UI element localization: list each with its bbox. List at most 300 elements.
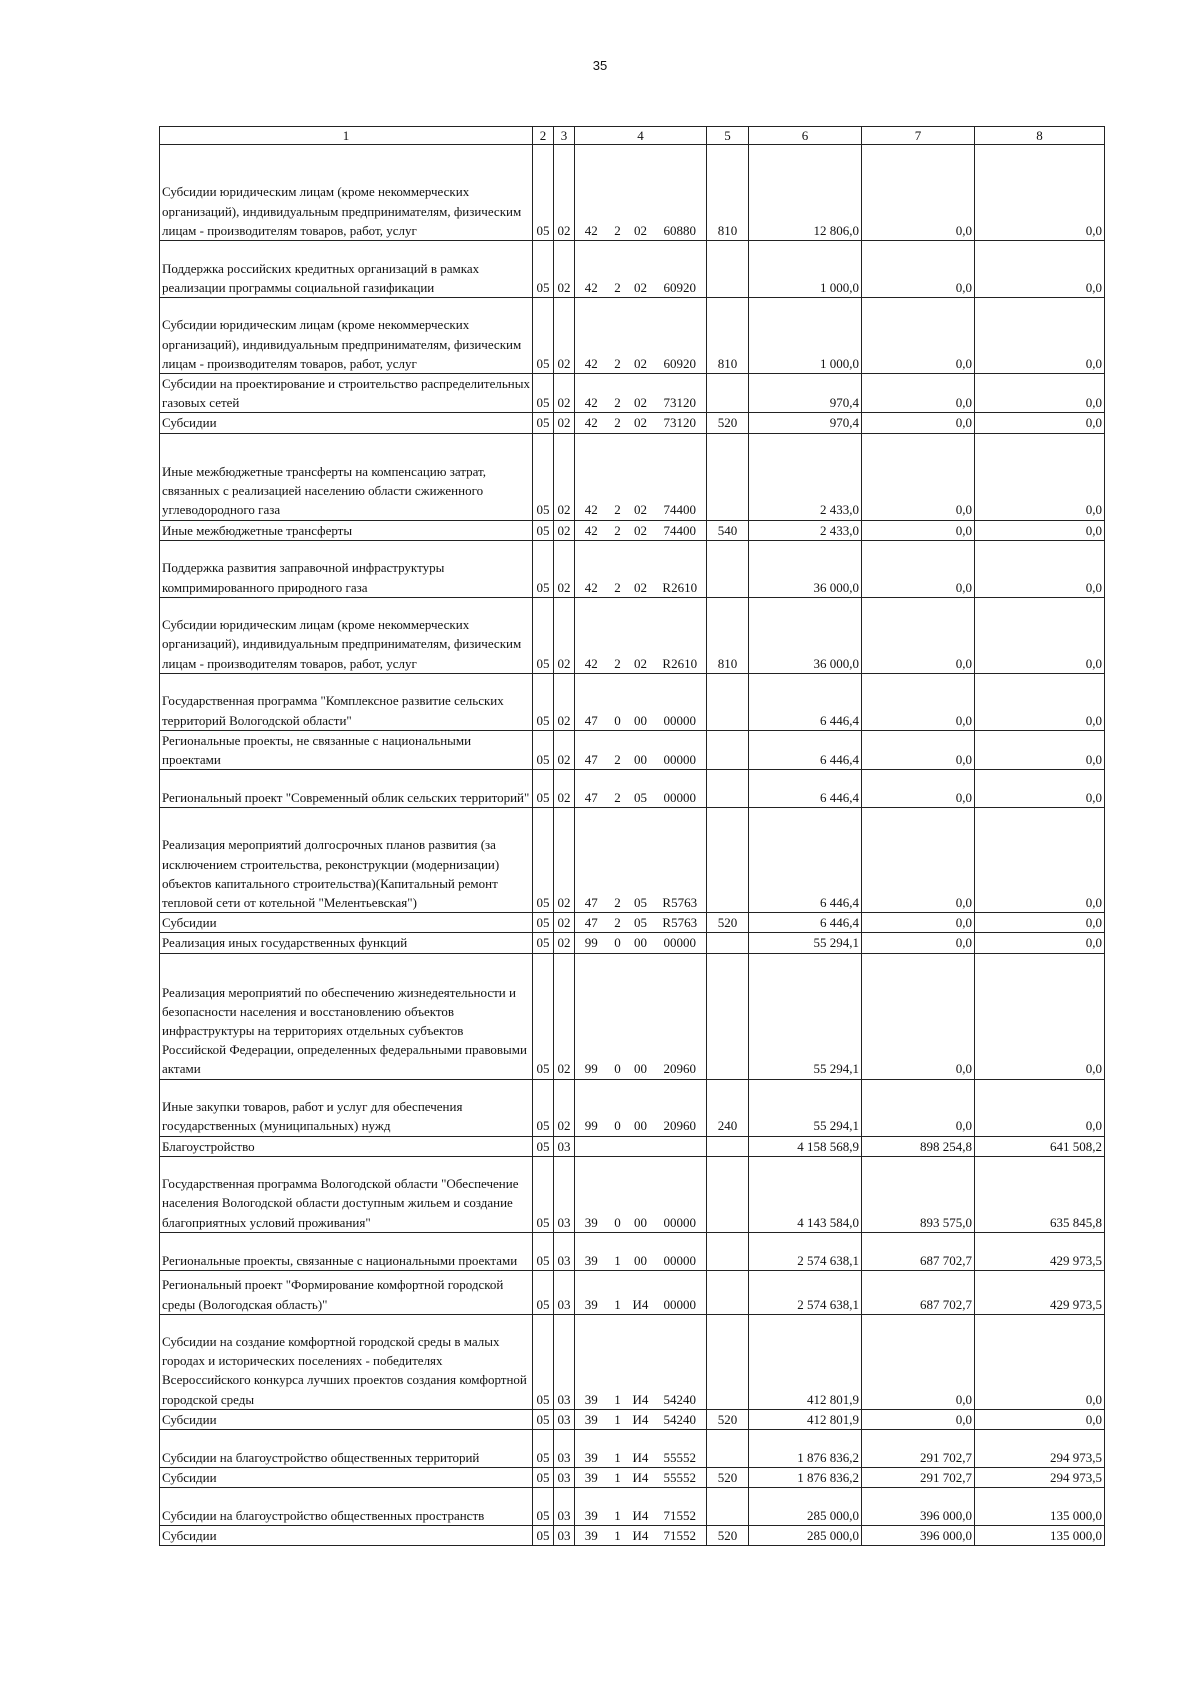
- row-direction-code: 00000: [654, 673, 707, 730]
- row-value-7: 898 254,8: [862, 1136, 975, 1156]
- budget-table: [159, 126, 1105, 1546]
- row-expense-type: [707, 1314, 749, 1409]
- row-name: Региональные проекты, не связанные с национальными проектами: [160, 730, 533, 769]
- row-name: Субсидии: [160, 1526, 533, 1546]
- row-subprogram-code: 1: [608, 1526, 628, 1546]
- row-value-7: 0,0: [862, 1079, 975, 1136]
- row-event-code: 02: [628, 433, 654, 520]
- table-row: [160, 730, 1105, 769]
- table-row: [160, 933, 1105, 953]
- row-direction-code: R2610: [654, 597, 707, 673]
- table-row: [160, 298, 1105, 374]
- row-subprogram-code: [608, 1136, 628, 1156]
- row-razdel: 05: [533, 1430, 554, 1468]
- row-value-7: 0,0: [862, 413, 975, 433]
- row-value-6: 1 000,0: [749, 298, 862, 374]
- row-value-8: 0,0: [975, 298, 1105, 374]
- row-podrazdel: 02: [554, 770, 575, 808]
- row-expense-type: [707, 433, 749, 520]
- row-value-6: 6 446,4: [749, 673, 862, 730]
- row-direction-code: 00000: [654, 770, 707, 808]
- header-col-7: 7: [862, 127, 975, 145]
- row-value-6: 6 446,4: [749, 913, 862, 933]
- row-value-6: 2 433,0: [749, 433, 862, 520]
- row-name: Субсидии на создание комфортной городской среды в малых городах и исторических поселениях - победителях Всероссийского конкурса лучших проектов создания комфортной городской среды: [160, 1314, 533, 1409]
- row-value-7: 0,0: [862, 953, 975, 1079]
- row-name: Субсидии на благоустройство общественных пространств: [160, 1488, 533, 1526]
- row-podrazdel: 03: [554, 1468, 575, 1488]
- row-direction-code: R2610: [654, 540, 707, 597]
- row-direction-code: 55552: [654, 1430, 707, 1468]
- row-event-code: 00: [628, 933, 654, 953]
- table-row: [160, 1156, 1105, 1232]
- page-number: 35: [592, 58, 608, 73]
- row-expense-type: [707, 1156, 749, 1232]
- row-direction-code: R5763: [654, 808, 707, 913]
- header-col-1: 1: [160, 127, 533, 145]
- row-subprogram-code: 1: [608, 1409, 628, 1429]
- row-event-code: 02: [628, 145, 654, 241]
- row-event-code: 05: [628, 770, 654, 808]
- row-program-code: 47: [575, 770, 608, 808]
- row-program-code: 42: [575, 298, 608, 374]
- row-name: Субсидии на благоустройство общественных территорий: [160, 1430, 533, 1468]
- row-name: Региональные проекты, связанные с национальными проектами: [160, 1232, 533, 1270]
- row-razdel: 05: [533, 673, 554, 730]
- row-value-7: 0,0: [862, 597, 975, 673]
- row-value-8: 294 973,5: [975, 1468, 1105, 1488]
- row-direction-code: 60920: [654, 241, 707, 298]
- row-subprogram-code: 2: [608, 298, 628, 374]
- row-value-7: 291 702,7: [862, 1468, 975, 1488]
- row-event-code: И4: [628, 1314, 654, 1409]
- row-name: Субсидии: [160, 1468, 533, 1488]
- row-program-code: 42: [575, 145, 608, 241]
- row-podrazdel: 03: [554, 1314, 575, 1409]
- row-value-6: 412 801,9: [749, 1314, 862, 1409]
- row-name: Иные межбюджетные трансферты на компенсацию затрат, связанных с реализацией населению области сжиженного углеводородного газа: [160, 433, 533, 520]
- table-row: [160, 673, 1105, 730]
- row-expense-type: [707, 770, 749, 808]
- table-row: [160, 1314, 1105, 1409]
- row-value-7: 0,0: [862, 433, 975, 520]
- row-program-code: 42: [575, 413, 608, 433]
- table-row: [160, 1079, 1105, 1136]
- row-name: Благоустройство: [160, 1136, 533, 1156]
- row-event-code: И4: [628, 1409, 654, 1429]
- row-razdel: 05: [533, 1409, 554, 1429]
- row-subprogram-code: 2: [608, 730, 628, 769]
- row-direction-code: 00000: [654, 730, 707, 769]
- row-subprogram-code: 1: [608, 1232, 628, 1270]
- row-program-code: 42: [575, 520, 608, 540]
- table-row: [160, 1488, 1105, 1526]
- row-program-code: 42: [575, 597, 608, 673]
- row-subprogram-code: 1: [608, 1314, 628, 1409]
- row-event-code: 02: [628, 413, 654, 433]
- row-value-6: 1 876 836,2: [749, 1430, 862, 1468]
- row-program-code: 39: [575, 1468, 608, 1488]
- row-expense-type: 520: [707, 1409, 749, 1429]
- row-value-8: 135 000,0: [975, 1488, 1105, 1526]
- row-razdel: 05: [533, 241, 554, 298]
- row-razdel: 05: [533, 1079, 554, 1136]
- row-value-8: 0,0: [975, 145, 1105, 241]
- row-value-6: 285 000,0: [749, 1526, 862, 1546]
- row-value-7: 0,0: [862, 1409, 975, 1429]
- row-podrazdel: 03: [554, 1156, 575, 1232]
- row-podrazdel: 02: [554, 953, 575, 1079]
- row-expense-type: 520: [707, 1526, 749, 1546]
- row-value-7: 0,0: [862, 520, 975, 540]
- row-subprogram-code: 1: [608, 1270, 628, 1314]
- row-subprogram-code: 2: [608, 808, 628, 913]
- table-row: [160, 597, 1105, 673]
- row-expense-type: [707, 933, 749, 953]
- row-podrazdel: 02: [554, 433, 575, 520]
- row-value-8: 0,0: [975, 1314, 1105, 1409]
- row-value-7: 687 702,7: [862, 1270, 975, 1314]
- row-value-8: 429 973,5: [975, 1232, 1105, 1270]
- table-row: [160, 808, 1105, 913]
- row-value-7: 396 000,0: [862, 1526, 975, 1546]
- row-subprogram-code: 0: [608, 1079, 628, 1136]
- row-event-code: И4: [628, 1468, 654, 1488]
- row-podrazdel: 03: [554, 1430, 575, 1468]
- header-col-4: 4: [575, 127, 707, 145]
- row-name: Поддержка российских кредитных организаций в рамках реализации программы социальной газификации: [160, 241, 533, 298]
- row-direction-code: 00000: [654, 933, 707, 953]
- row-razdel: 05: [533, 1232, 554, 1270]
- row-direction-code: 20960: [654, 1079, 707, 1136]
- row-name: Реализация мероприятий по обеспечению жизнедеятельности и безопасности населения и восстановлению объектов инфраструктуры на территориях отдельных субъектов Российской Федерации, определенных федеральными правовыми актами: [160, 953, 533, 1079]
- row-name: Иные закупки товаров, работ и услуг для обеспечения государственных (муниципальных) нужд: [160, 1079, 533, 1136]
- row-podrazdel: 02: [554, 241, 575, 298]
- row-value-7: 0,0: [862, 808, 975, 913]
- row-subprogram-code: 2: [608, 433, 628, 520]
- header-col-5: 5: [707, 127, 749, 145]
- row-razdel: 05: [533, 913, 554, 933]
- row-event-code: 02: [628, 241, 654, 298]
- row-expense-type: [707, 374, 749, 413]
- row-subprogram-code: 2: [608, 145, 628, 241]
- row-razdel: 05: [533, 145, 554, 241]
- row-program-code: 99: [575, 1079, 608, 1136]
- row-event-code: 00: [628, 1156, 654, 1232]
- row-value-6: 1 876 836,2: [749, 1468, 862, 1488]
- row-razdel: 05: [533, 298, 554, 374]
- row-subprogram-code: 0: [608, 673, 628, 730]
- row-program-code: 42: [575, 540, 608, 597]
- row-value-6: 6 446,4: [749, 730, 862, 769]
- row-event-code: 02: [628, 374, 654, 413]
- row-podrazdel: 02: [554, 298, 575, 374]
- row-value-7: 0,0: [862, 933, 975, 953]
- row-razdel: 05: [533, 808, 554, 913]
- row-subprogram-code: 2: [608, 374, 628, 413]
- row-razdel: 05: [533, 433, 554, 520]
- row-value-6: 970,4: [749, 413, 862, 433]
- row-razdel: 05: [533, 1136, 554, 1156]
- row-value-7: 0,0: [862, 374, 975, 413]
- row-value-7: 396 000,0: [862, 1488, 975, 1526]
- row-subprogram-code: 2: [608, 540, 628, 597]
- row-expense-type: [707, 540, 749, 597]
- row-podrazdel: 03: [554, 1136, 575, 1156]
- row-program-code: 47: [575, 730, 608, 769]
- row-value-8: 0,0: [975, 520, 1105, 540]
- row-razdel: 05: [533, 1526, 554, 1546]
- row-program-code: 39: [575, 1409, 608, 1429]
- row-direction-code: 73120: [654, 374, 707, 413]
- row-value-7: 0,0: [862, 730, 975, 769]
- row-event-code: И4: [628, 1488, 654, 1526]
- table-row: [160, 1136, 1105, 1156]
- row-value-8: 0,0: [975, 953, 1105, 1079]
- row-name: Государственная программа "Комплексное развитие сельских территорий Вологодской области": [160, 673, 533, 730]
- row-value-8: 0,0: [975, 1079, 1105, 1136]
- row-value-8: 0,0: [975, 770, 1105, 808]
- row-value-8: 0,0: [975, 933, 1105, 953]
- row-expense-type: [707, 730, 749, 769]
- row-program-code: 39: [575, 1156, 608, 1232]
- row-subprogram-code: 0: [608, 953, 628, 1079]
- row-event-code: 05: [628, 808, 654, 913]
- row-razdel: 05: [533, 953, 554, 1079]
- row-program-code: 42: [575, 433, 608, 520]
- row-event-code: [628, 1136, 654, 1156]
- row-value-7: 0,0: [862, 540, 975, 597]
- row-razdel: 05: [533, 1156, 554, 1232]
- row-podrazdel: 02: [554, 808, 575, 913]
- row-subprogram-code: 0: [608, 933, 628, 953]
- row-value-7: 0,0: [862, 241, 975, 298]
- row-program-code: 39: [575, 1270, 608, 1314]
- row-value-6: 2 574 638,1: [749, 1232, 862, 1270]
- row-event-code: 05: [628, 913, 654, 933]
- row-subprogram-code: 2: [608, 241, 628, 298]
- row-expense-type: 520: [707, 913, 749, 933]
- row-direction-code: 71552: [654, 1526, 707, 1546]
- row-expense-type: [707, 241, 749, 298]
- row-direction-code: [654, 1136, 707, 1156]
- row-name: Реализация иных государственных функций: [160, 933, 533, 953]
- row-value-6: 412 801,9: [749, 1409, 862, 1429]
- row-value-6: 970,4: [749, 374, 862, 413]
- row-event-code: 00: [628, 730, 654, 769]
- row-event-code: 00: [628, 953, 654, 1079]
- row-podrazdel: 02: [554, 145, 575, 241]
- row-value-8: 641 508,2: [975, 1136, 1105, 1156]
- header-col-2: 2: [533, 127, 554, 145]
- row-value-6: 6 446,4: [749, 808, 862, 913]
- row-podrazdel: 03: [554, 1488, 575, 1526]
- row-subprogram-code: 1: [608, 1468, 628, 1488]
- row-podrazdel: 03: [554, 1526, 575, 1546]
- row-value-7: 687 702,7: [862, 1232, 975, 1270]
- header-col-3: 3: [554, 127, 575, 145]
- row-program-code: 99: [575, 953, 608, 1079]
- row-event-code: И4: [628, 1270, 654, 1314]
- row-value-6: 12 806,0: [749, 145, 862, 241]
- row-subprogram-code: 1: [608, 1488, 628, 1526]
- row-subprogram-code: 2: [608, 413, 628, 433]
- row-podrazdel: 02: [554, 933, 575, 953]
- row-program-code: 47: [575, 913, 608, 933]
- row-podrazdel: 02: [554, 597, 575, 673]
- row-razdel: 05: [533, 1314, 554, 1409]
- row-expense-type: [707, 808, 749, 913]
- row-direction-code: 00000: [654, 1156, 707, 1232]
- row-expense-type: 540: [707, 520, 749, 540]
- row-name: Реализация мероприятий долгосрочных планов развития (за исключением строительства, реконструкции (модернизации) объектов капитального строительства)(Капитальный ремонт тепловой сети от котельной "Мелентьевская"): [160, 808, 533, 913]
- row-value-8: 0,0: [975, 808, 1105, 913]
- table-row: [160, 145, 1105, 241]
- row-value-8: 0,0: [975, 374, 1105, 413]
- row-subprogram-code: 2: [608, 913, 628, 933]
- row-name: Региональный проект "Современный облик сельских территорий": [160, 770, 533, 808]
- row-direction-code: 73120: [654, 413, 707, 433]
- row-direction-code: 00000: [654, 1270, 707, 1314]
- row-razdel: 05: [533, 374, 554, 413]
- table-row: [160, 913, 1105, 933]
- row-podrazdel: 02: [554, 730, 575, 769]
- row-value-7: 0,0: [862, 298, 975, 374]
- row-program-code: 39: [575, 1314, 608, 1409]
- row-direction-code: 60880: [654, 145, 707, 241]
- row-event-code: 02: [628, 298, 654, 374]
- row-value-8: 0,0: [975, 413, 1105, 433]
- row-value-8: 0,0: [975, 913, 1105, 933]
- table-row: [160, 1270, 1105, 1314]
- row-name: Субсидии: [160, 413, 533, 433]
- row-program-code: 39: [575, 1488, 608, 1526]
- row-value-7: 0,0: [862, 1314, 975, 1409]
- row-value-6: 6 446,4: [749, 770, 862, 808]
- row-direction-code: 54240: [654, 1409, 707, 1429]
- table-row: [160, 1526, 1105, 1546]
- table-row: [160, 520, 1105, 540]
- row-event-code: 02: [628, 520, 654, 540]
- row-expense-type: [707, 1136, 749, 1156]
- row-expense-type: [707, 673, 749, 730]
- row-direction-code: 20960: [654, 953, 707, 1079]
- row-direction-code: 60920: [654, 298, 707, 374]
- row-event-code: И4: [628, 1430, 654, 1468]
- table-row: [160, 1409, 1105, 1429]
- row-expense-type: 810: [707, 298, 749, 374]
- row-value-8: 0,0: [975, 597, 1105, 673]
- row-subprogram-code: 2: [608, 597, 628, 673]
- row-value-8: 0,0: [975, 433, 1105, 520]
- row-value-6: 4 158 568,9: [749, 1136, 862, 1156]
- row-value-7: 0,0: [862, 770, 975, 808]
- row-value-7: 0,0: [862, 913, 975, 933]
- row-value-8: 0,0: [975, 241, 1105, 298]
- row-value-8: 0,0: [975, 1409, 1105, 1429]
- row-name: Субсидии юридическим лицам (кроме некоммерческих организаций), индивидуальным предпринимателям, физическим лицам - производителям товаров, работ, услуг: [160, 145, 533, 241]
- row-podrazdel: 02: [554, 673, 575, 730]
- row-event-code: 02: [628, 540, 654, 597]
- row-direction-code: 54240: [654, 1314, 707, 1409]
- row-value-6: 2 574 638,1: [749, 1270, 862, 1314]
- row-podrazdel: 02: [554, 540, 575, 597]
- row-value-6: 55 294,1: [749, 933, 862, 953]
- row-program-code: 39: [575, 1232, 608, 1270]
- row-expense-type: [707, 1430, 749, 1468]
- row-razdel: 05: [533, 597, 554, 673]
- table-row: [160, 1232, 1105, 1270]
- row-expense-type: [707, 1232, 749, 1270]
- row-value-6: 2 433,0: [749, 520, 862, 540]
- row-podrazdel: 02: [554, 1079, 575, 1136]
- row-subprogram-code: 0: [608, 1156, 628, 1232]
- row-name: Субсидии: [160, 1409, 533, 1429]
- row-razdel: 05: [533, 933, 554, 953]
- row-event-code: 00: [628, 1232, 654, 1270]
- row-expense-type: [707, 1270, 749, 1314]
- row-event-code: 00: [628, 1079, 654, 1136]
- row-razdel: 05: [533, 730, 554, 769]
- row-podrazdel: 03: [554, 1232, 575, 1270]
- row-program-code: 99: [575, 933, 608, 953]
- table-row: [160, 374, 1105, 413]
- row-name: Государственная программа Вологодской области "Обеспечение населения Вологодской области доступным жильем и создание благоприятных условий проживания": [160, 1156, 533, 1232]
- row-value-8: 429 973,5: [975, 1270, 1105, 1314]
- row-name: Региональный проект "Формирование комфортной городской среды (Вологодская область)": [160, 1270, 533, 1314]
- row-expense-type: [707, 1488, 749, 1526]
- row-direction-code: 55552: [654, 1468, 707, 1488]
- row-name: Поддержка развития заправочной инфраструктуры компримированного природного газа: [160, 540, 533, 597]
- row-podrazdel: 02: [554, 913, 575, 933]
- row-value-8: 0,0: [975, 730, 1105, 769]
- row-value-6: 36 000,0: [749, 540, 862, 597]
- row-razdel: 05: [533, 770, 554, 808]
- table-row: [160, 433, 1105, 520]
- row-podrazdel: 02: [554, 520, 575, 540]
- row-value-7: 291 702,7: [862, 1430, 975, 1468]
- row-name: Субсидии на проектирование и строительство распределительных газовых сетей: [160, 374, 533, 413]
- header-col-8: 8: [975, 127, 1105, 145]
- table-row: [160, 1430, 1105, 1468]
- row-value-8: 294 973,5: [975, 1430, 1105, 1468]
- row-value-8: 0,0: [975, 540, 1105, 597]
- row-event-code: 02: [628, 597, 654, 673]
- row-name: Субсидии юридическим лицам (кроме некоммерческих организаций), индивидуальным предпринимателям, физическим лицам - производителям товаров, работ, услуг: [160, 298, 533, 374]
- row-razdel: 05: [533, 1270, 554, 1314]
- row-program-code: 39: [575, 1430, 608, 1468]
- row-expense-type: 240: [707, 1079, 749, 1136]
- row-value-8: 0,0: [975, 673, 1105, 730]
- row-value-6: 55 294,1: [749, 1079, 862, 1136]
- row-expense-type: 520: [707, 1468, 749, 1488]
- table-row: [160, 413, 1105, 433]
- row-podrazdel: 03: [554, 1270, 575, 1314]
- row-razdel: 05: [533, 540, 554, 597]
- row-expense-type: 810: [707, 597, 749, 673]
- row-subprogram-code: 2: [608, 770, 628, 808]
- row-value-7: 0,0: [862, 673, 975, 730]
- row-expense-type: [707, 953, 749, 1079]
- row-expense-type: 520: [707, 413, 749, 433]
- row-program-code: 47: [575, 808, 608, 913]
- row-value-6: 1 000,0: [749, 241, 862, 298]
- row-program-code: 42: [575, 241, 608, 298]
- header-row: [160, 127, 1105, 145]
- table-row: [160, 770, 1105, 808]
- row-razdel: 05: [533, 520, 554, 540]
- row-razdel: 05: [533, 1468, 554, 1488]
